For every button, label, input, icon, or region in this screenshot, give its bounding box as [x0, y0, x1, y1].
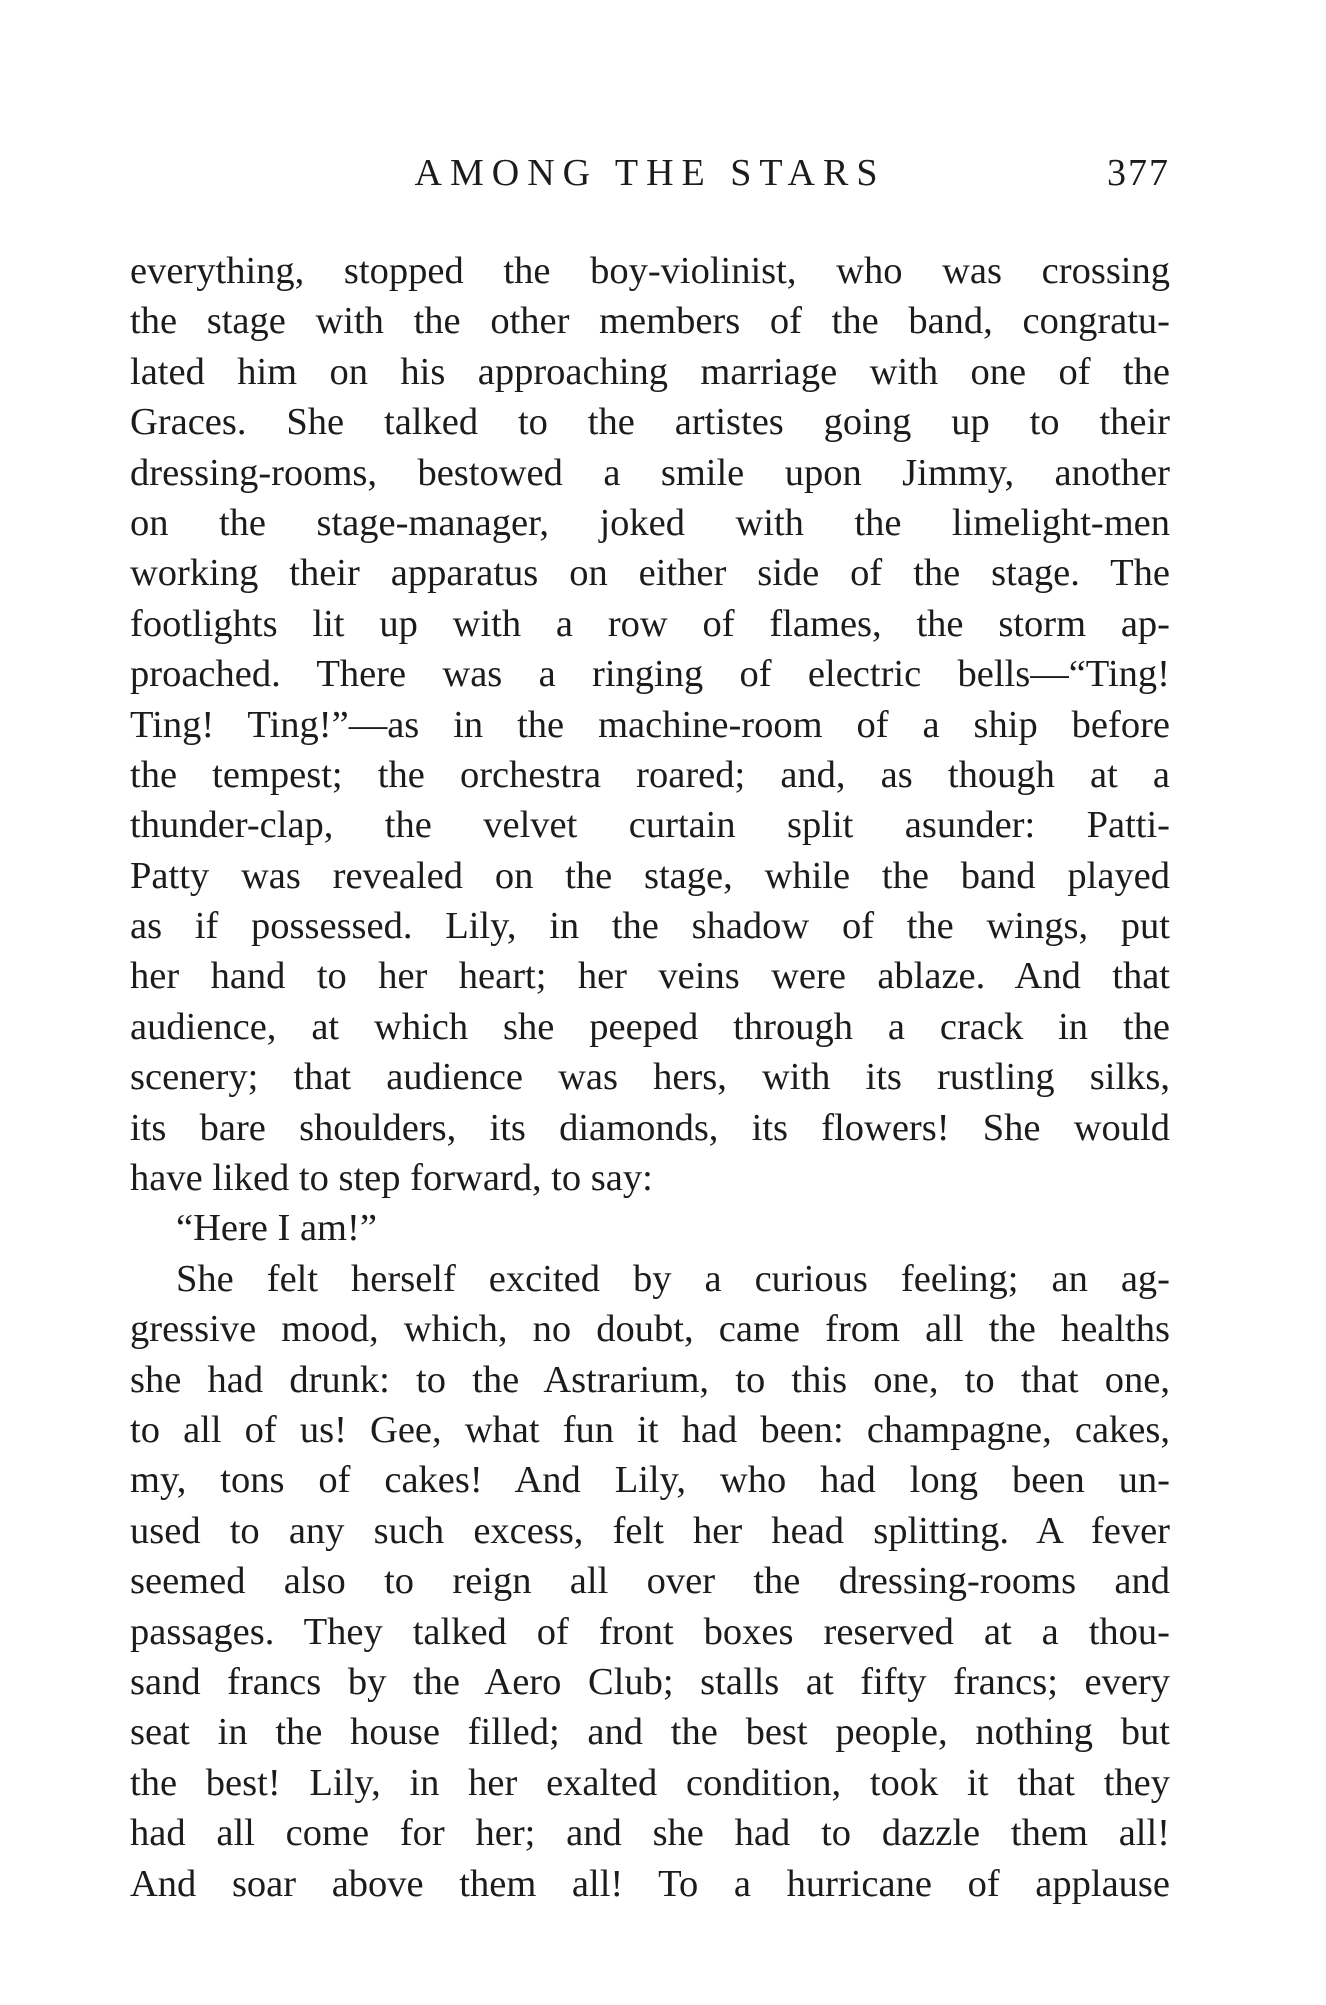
text-line: used to any such excess, felt her head splitting. A fever [130, 1509, 1170, 1552]
text-line: the stage with the other members of the band, congratu- [130, 300, 1170, 343]
text-line: she had drunk: to the Astrarium, to this one, to that one, [130, 1358, 1170, 1401]
text-line: audience, at which she peeped through a crack in the [130, 1005, 1170, 1048]
text-line: sand francs by the Aero Club; stalls at fifty francs; every [130, 1660, 1170, 1703]
text-line: have liked to step forward, to say: [130, 1157, 653, 1200]
text-line: Graces. She talked to the artistes going up to their [130, 401, 1170, 444]
text-line: working their apparatus on either side of the stage. The [130, 552, 1170, 595]
text-line: the best! Lily, in her exalted condition, took it that they [130, 1761, 1170, 1804]
text-line: to all of us! Gee, what fun it had been: champagne, cakes, [130, 1408, 1170, 1451]
text-line: “Here I am!” [176, 1207, 377, 1250]
text-line: proached. There was a ringing of electric bells—“Ting! [130, 653, 1170, 696]
text-line: my, tons of cakes! And Lily, who had long been un- [130, 1459, 1170, 1502]
page-number: 377 [1107, 152, 1170, 194]
running-title: AMONG THE STARS [414, 152, 886, 194]
text-line: gressive mood, which, no doubt, came from all the healths [130, 1308, 1170, 1351]
text-line: dressing-rooms, bestowed a smile upon Jimmy, another [130, 451, 1170, 494]
text-line: Patty was revealed on the stage, while the band played [130, 854, 1170, 897]
text-line: seemed also to reign all over the dressing-rooms and [130, 1560, 1170, 1603]
text-line: And soar above them all! To a hurricane of applause [130, 1862, 1170, 1905]
text-line: had all come for her; and she had to dazzle them all! [130, 1812, 1170, 1855]
text-line: as if possessed. Lily, in the shadow of the wings, put [130, 905, 1170, 948]
running-head [130, 148, 1170, 198]
text-line: on the stage-manager, joked with the limelight-men [130, 501, 1170, 544]
text-line: the tempest; the orchestra roared; and, as though at a [130, 753, 1170, 796]
text-line: passages. They talked of front boxes reserved at a thou- [130, 1610, 1170, 1653]
text-line: Ting! Ting!”—as in the machine-room of a ship before [130, 703, 1170, 746]
text-line: footlights lit up with a row of flames, the storm ap- [130, 602, 1170, 645]
text-line: seat in the house filled; and the best people, nothing but [130, 1711, 1170, 1754]
text-line: scenery; that audience was hers, with its rustling silks, [130, 1056, 1170, 1099]
body-text [130, 246, 1170, 1909]
text-line: everything, stopped the boy-violinist, who was crossing [130, 250, 1170, 292]
text-line: thunder-clap, the velvet curtain split asunder: Patti- [130, 804, 1170, 847]
text-line: lated him on his approaching marriage with one of the [130, 350, 1170, 393]
text-line: her hand to her heart; her veins were ablaze. And that [130, 955, 1170, 998]
text-line: its bare shoulders, its diamonds, its flowers! She would [130, 1106, 1170, 1149]
text-line: She felt herself excited by a curious feeling; an ag- [176, 1257, 1170, 1300]
